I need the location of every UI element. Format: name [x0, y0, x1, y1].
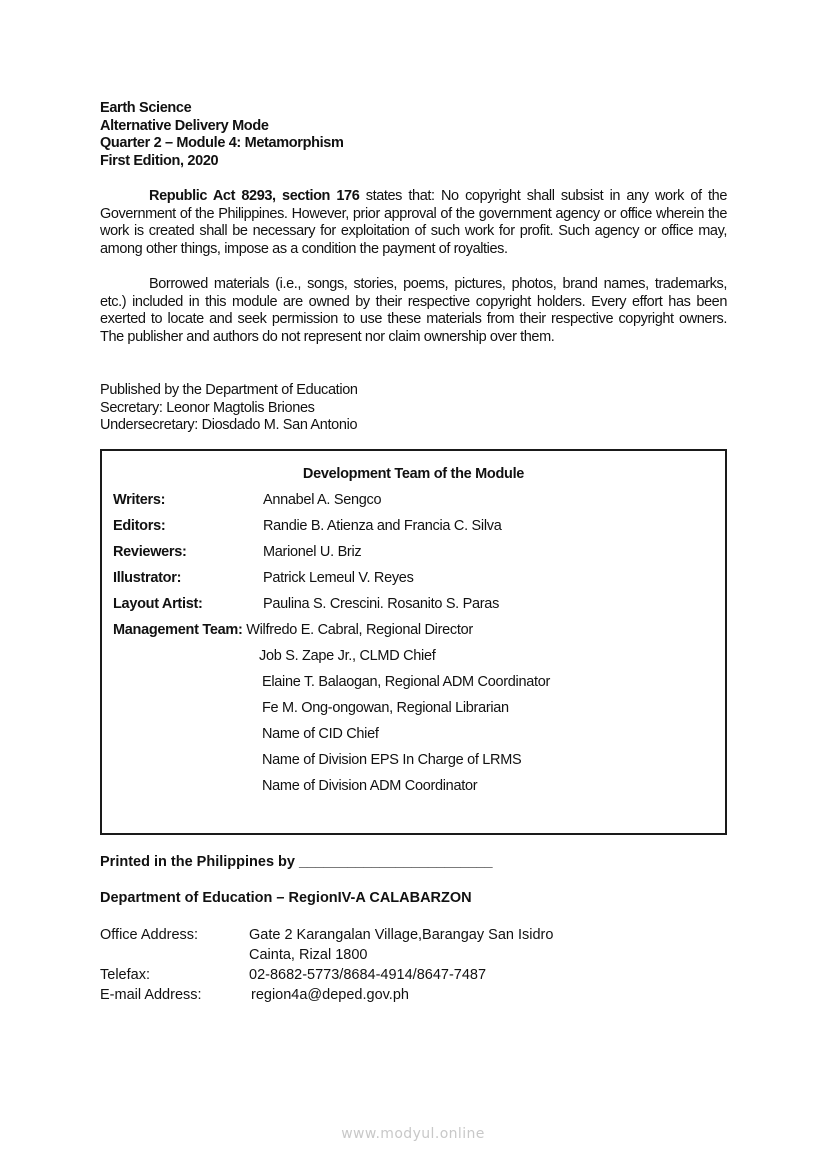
team-row-editors — [113, 518, 501, 534]
team-names: Randie B. Atienza and Francia C. Silva — [263, 518, 502, 534]
development-team-box — [100, 449, 727, 835]
office-name: Department of Education – RegionIV-A CALABARZON — [100, 890, 472, 906]
management-member: Name of Division ADM Coordinator — [262, 778, 478, 794]
published-by: Published by the Department of Education — [100, 382, 358, 398]
team-row-reviewers — [113, 544, 361, 560]
law-text: states that: No copyright shall subsist in any work of the Government of the Philippines. However, prior approval of the government agency or office wherein the work is created shall be necessary for exploitation of such work for profit. Such agency or office may, among other things, impose as a condition the payment of royalties. — [100, 188, 727, 258]
management-member: Name of Division EPS In Charge of LRMS — [262, 752, 522, 768]
office-address-line1: Gate 2 Karangalan Village,Barangay San Isidro — [249, 927, 554, 943]
edition: First Edition, 2020 — [100, 152, 219, 169]
email-value[interactable]: region4a@deped.gov.ph — [251, 987, 409, 1003]
team-names: Paulina S. Crescini. Rosanito S. Paras — [263, 596, 500, 612]
management-member: Elaine T. Balaogan, Regional ADM Coordinator — [262, 674, 550, 690]
management-member: Job S. Zape Jr., CLMD Chief — [259, 648, 436, 664]
printed-by-line: Printed in the Philippines by ________________________ — [100, 854, 493, 870]
borrowed-text: Borrowed materials (i.e., songs, stories, poems, pictures, photos, brand names, trademarks, etc.) included in this module are owned by their respective copyright holders. Every effort has been exerted to locate and seek permission to use these materials from their respective copyright owners. The publisher and authors do not represent nor claim ownership over them. — [100, 276, 727, 346]
module-name: Quarter 2 – Module 4: Metamorphism — [100, 135, 344, 151]
team-row-management — [113, 622, 473, 638]
management-member: Name of CID Chief — [262, 726, 379, 742]
management-member: Wilfredo E. Cabral, Regional Director — [246, 622, 473, 638]
copyright-paragraph — [100, 188, 727, 259]
delivery-mode: Alternative Delivery Mode — [100, 117, 269, 134]
team-role: Reviewers: — [113, 544, 187, 560]
telefax-value: 02-8682-5773/8684-4914/8647-7487 — [249, 967, 487, 983]
subject-title: Earth Science — [100, 100, 192, 116]
secretary: Secretary: Leonor Magtolis Briones — [100, 399, 315, 416]
team-names: Annabel A. Sengco — [263, 492, 382, 508]
undersecretary: Undersecretary: Diosdado M. San Antonio — [100, 417, 358, 433]
telefax-label: Telefax: — [100, 967, 150, 983]
management-member: Fe M. Ong-ongowan, Regional Librarian — [262, 700, 509, 716]
law-reference: Republic Act 8293, section 176 — [149, 188, 360, 204]
watermark: www.modyul.online — [341, 1126, 485, 1142]
office-address-line2: Cainta, Rizal 1800 — [249, 947, 368, 963]
team-role: Layout Artist: — [113, 596, 203, 612]
team-row-layout-artist — [113, 596, 499, 612]
module-title-block — [100, 100, 344, 170]
team-role: Illustrator: — [113, 570, 182, 586]
email-label: E-mail Address: — [100, 987, 202, 1003]
team-role: Management Team: — [113, 622, 243, 638]
team-row-illustrator — [113, 570, 414, 586]
publisher-block — [100, 382, 358, 435]
team-names: Patrick Lemeul V. Reyes — [263, 570, 414, 586]
team-title: Development Team of the Module — [302, 466, 525, 482]
team-row-writers — [113, 492, 381, 508]
office-address-label: Office Address: — [100, 927, 199, 943]
team-role: Editors: — [113, 518, 166, 534]
team-names: Marionel U. Briz — [263, 544, 362, 560]
borrowed-materials-paragraph — [100, 276, 727, 347]
team-role: Writers: — [113, 492, 166, 508]
